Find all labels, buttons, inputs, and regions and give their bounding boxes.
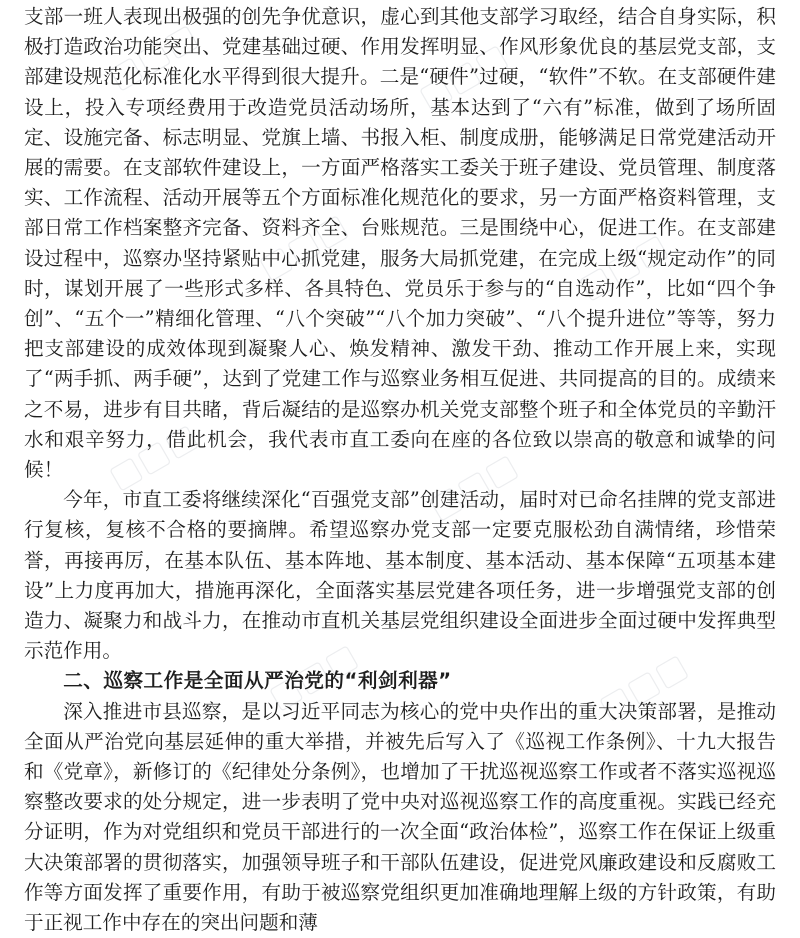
paragraph-continuation: 支部一班人表现出极强的创先争优意识，虚心到其他支部学习取经，结合自身实际，积极打造政治功能突出、党建基础过硬、作用发挥明显、作风形象优良的基层党支部，支部建设规范化标准化水平得到很大提升。二是“硬件”过硬，“软件”不软。在支部硬件建设上，投入专项经费用于改造党员活动场所，基本达到了“六有”标准，做到了场所固定、设施完备、标志明显、党旗上墙、书报入柜、制度成册，能够满足日常党建活动开展的需要。在支部软件建设上，一方面严格落实工委关于班子建设、党员管理、制度落实、工作流程、活动开展等五个方面标准化规范化的要求，另一方面严格资料管理，支部日常工作档案整齐完备、资料齐全、台账规范。三是围绕中心，促进工作。在支部建设过程中，巡察办坚持紧贴中心抓党建，服务大局抓党建，在完成上级“规定动作”的同时，谋划开展了一些形式多样、各具特色、党员乐于参与的“自选动作”，比如“四个争创”、“五个一”精细化管理、“八个突破”“八个加力突破”、“八个提升进位”等等，努力把支部建设的成效体现到凝聚人心、焕发精神、激发干劲、推动工作开展上来，实现了“两手抓、两手硬”，达到了党建工作与巡察业务相互促进、共同提高的目的。成绩来之不易，进步有目共睹，背后凝结的是巡察办机关党支部整个班子和全体党员的辛勤汗水和艰辛努力，借此机会，我代表市直工委向在座的各位致以崇高的敬意和诚挚的问候！	[24, 5, 776, 482]
section-heading: 二、巡察工作是全面从严治党的“利剑利器”	[63, 669, 452, 693]
document-body	[24, 2, 776, 938]
paragraph-inspection: 深入推进市县巡察，是以习近平同志为核心的党中央作出的重大决策部署，是推动全面从严治党向基层延伸的重大举措，并被先后写入了《巡视工作条例》、十九大报告和《党章》，新修订的《纪律处分条例》，也增加了干扰巡视巡察工作或者不落实巡视巡察整改要求的处分规定，进一步表明了党中央对巡视巡察工作的高度重视。实践已经充分证明，作为对党组织和党员干部进行的一次全面“政治体检”，巡察工作在保证上级重大决策部署的贯彻落实，加强领导班子和干部队伍建设，促进党风廉政建设和反腐败工作等方面发挥了重要作用，有助于被巡察党组织更加准确地理解上级的方针政策，有助于正视工作中存在的突出问题和薄	[24, 699, 776, 935]
paragraph-plan: 今年，市直工委将继续深化“百强党支部”创建活动，届时对已命名挂牌的党支部进行复核，复核不合格的要摘牌。希望巡察办党支部一定要克服松劲自满情绪，珍惜荣誉，再接再厉，在基本队伍、基本阵地、基本制度、基本活动、基本保障“五项基本建设”上力度再加大，措施再深化，全面落实基层党建各项任务，进一步增强党支部的创造力、凝聚力和战斗力，在推动市直机关基层党组织建设全面进步全面过硬中发挥典型示范作用。	[24, 488, 776, 663]
